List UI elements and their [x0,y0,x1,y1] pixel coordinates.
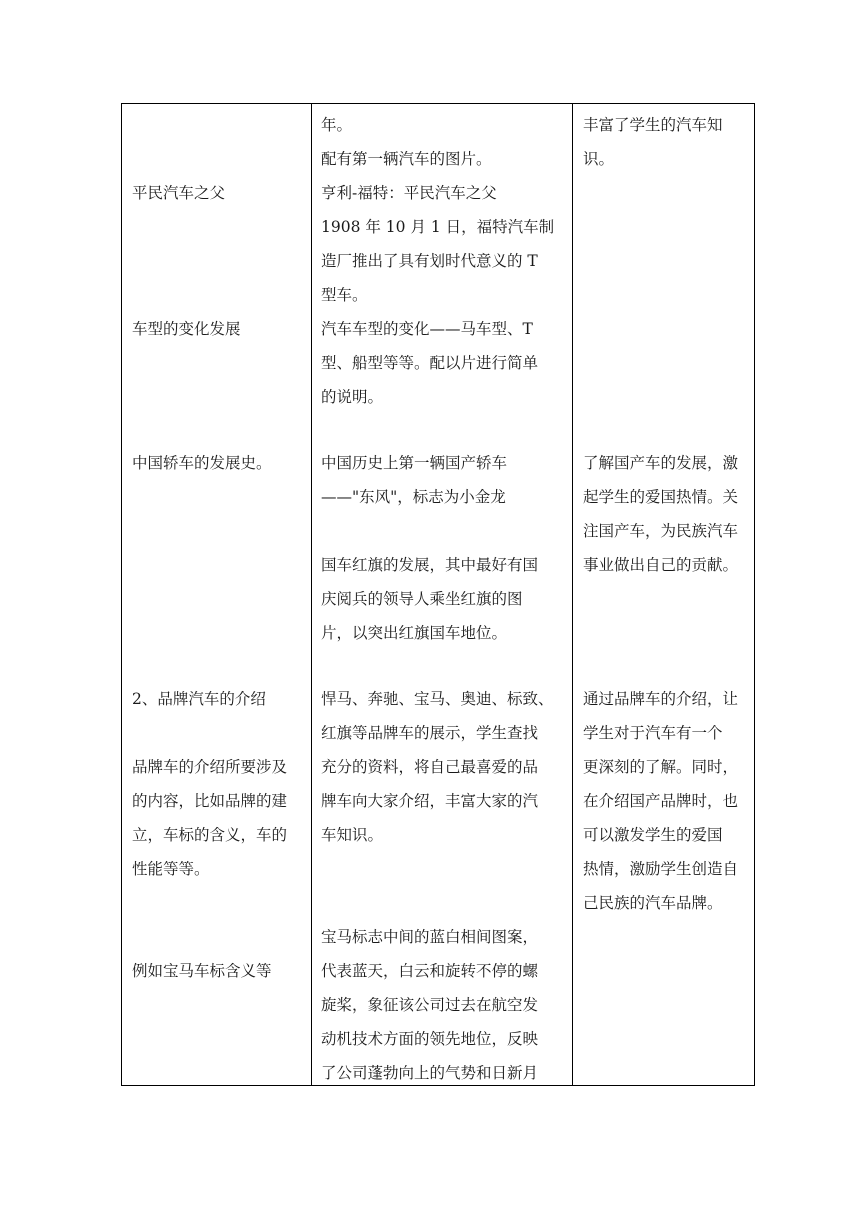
topic-text-line: 例如宝马车标含义等 [132,962,272,980]
topic-text-line: 2、品牌汽车的介绍 [132,690,266,708]
goal-text-line: 识。 [583,150,615,168]
goal-text-line: 热情，激励学生创造自 [583,860,739,878]
goal-text-line: 在介绍国产品牌时，也 [583,792,739,810]
column-divider [572,104,573,1085]
column-divider [311,104,312,1085]
content-text-line: 代表蓝天，白云和旋转不停的螺 [321,962,539,980]
topic-text-line: 的内容，比如品牌的建 [132,792,288,810]
content-text-line: 车知识。 [321,826,384,844]
content-text-line: 悍马、奔驰、宝马、奥迪、标致、 [321,690,554,708]
topic-text-line: 立，车标的含义，车的 [132,826,288,844]
content-text-line: 庆阅兵的领导人乘坐红旗的图 [321,590,523,608]
goal-text-line: 事业做出自己的贡献。 [583,556,739,574]
content-text-line: 充分的资料，将自己最喜爱的品 [321,758,539,776]
goal-text-line: 了解国产车的发展，激 [583,454,739,472]
content-text-line: 国车红旗的发展，其中最好有国 [321,556,539,574]
goal-text-line: 丰富了学生的汽车知 [583,116,723,134]
topic-text-line: 中国轿车的发展史。 [132,454,272,472]
content-text-line: 配有第一辆汽车的图片。 [321,150,492,168]
content-text-line: 片，以突出红旗国车地位。 [321,624,508,642]
content-text-line: 中国历史上第一辆国产轿车 [321,454,508,472]
goal-text-line: 可以激发学生的爱国 [583,826,723,844]
content-text-line: 动机技术方面的领先地位，反映 [321,1030,539,1048]
content-text-line: 亨利-福特：平民汽车之父 [321,184,497,202]
content-text-line: 旋桨，象征该公司过去在航空发 [321,996,539,1014]
content-text-line: 年。 [321,116,353,134]
content-text-line: 造厂推出了具有划时代意义的 T [321,252,538,270]
content-text-line: 1908 年 10 月 1 日，福特汽车制 [321,218,555,236]
content-text-line: 型车。 [321,286,368,304]
content-text-line: 宝马标志中间的蓝白相间图案， [321,928,539,946]
topic-text-line: 性能等等。 [132,860,210,878]
goal-text-line: 更深刻的了解。同时， [583,758,739,776]
goal-text-line: 己民族的汽车品牌。 [583,894,723,912]
topic-text-line: 平民汽车之父 [132,184,226,202]
topic-text-line: 品牌车的介绍所要涉及 [132,758,288,776]
content-text-line: 的说明。 [321,388,384,406]
content-text-line: 汽车车型的变化——马车型、T [321,320,533,338]
content-text-line: 牌车向大家介绍，丰富大家的汽 [321,792,539,810]
topic-text-line: 车型的变化发展 [132,320,241,338]
goal-text-line: 注国产车，为民族汽车 [583,522,739,540]
goal-text-line: 学生对于汽车有一个 [583,724,723,742]
content-text-line: ——"东风"，标志为小金龙 [321,488,506,506]
goal-text-line: 起学生的爱国热情。关 [583,488,739,506]
lesson-plan-table [121,103,755,1086]
content-text-line: 型、船型等等。配以片进行简单 [321,354,539,372]
content-text-line: 红旗等品牌车的展示，学生查找 [321,724,539,742]
content-text-line: 了公司蓬勃向上的气势和日新月 [321,1064,539,1082]
goal-text-line: 通过品牌车的介绍，让 [583,690,739,708]
